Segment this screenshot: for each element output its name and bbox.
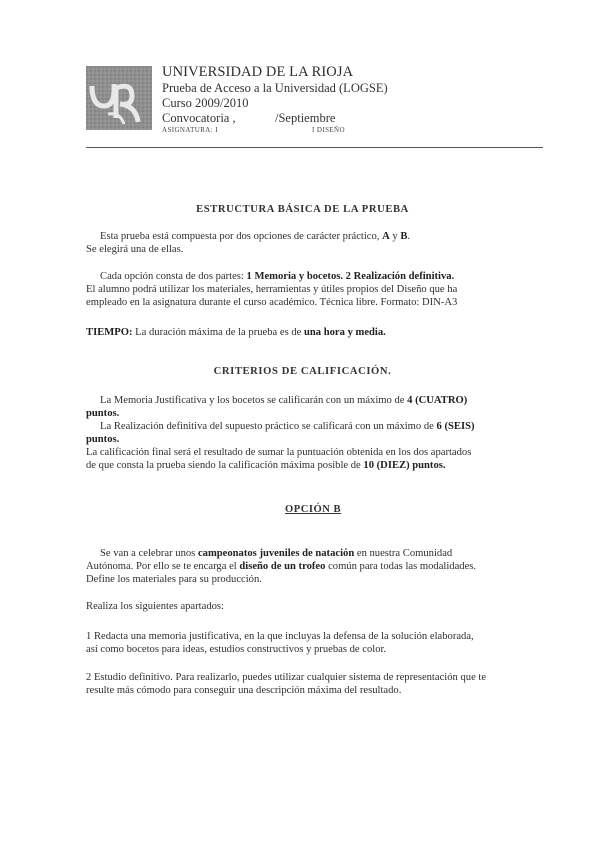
criteria-paragraph — [86, 394, 556, 472]
o2-end: común para todas las modalidades. — [325, 561, 477, 572]
o1-bold: campeonatos juveniles de natación — [197, 548, 355, 559]
p1-and: y — [389, 231, 401, 242]
course-year: Curso 2009/2010 — [162, 96, 249, 110]
time-label: TIEMPO: — [86, 327, 133, 338]
c2-text: La Realización definitiva del supuesto práctico se calificará con un máximo de — [100, 421, 437, 432]
time-duration: una hora y media. — [304, 327, 386, 338]
p2-line2: El alumno podrá utilizar los materiales, herramientas y útiles propios del Diseño que ha — [86, 284, 458, 295]
c1-points-word: puntos. — [86, 408, 120, 419]
university-logo — [86, 66, 152, 130]
o2-text: Autónoma. Por ello se te encarga el — [86, 561, 240, 572]
option-a: A — [382, 231, 390, 242]
c3-line1: La calificación final será el resultado de sumar la puntuación obtenida en los dos apartados — [86, 447, 472, 458]
c3-text: de que consta la prueba siendo la calificación máxima posible de — [86, 460, 364, 471]
subject-row — [162, 126, 402, 136]
exam-header — [162, 64, 422, 136]
o2-bold: diseño de un trofeo — [239, 561, 326, 572]
p2-text: Cada opción consta de dos partes: — [100, 271, 247, 282]
structure-paragraph-2 — [86, 270, 556, 309]
call-label: Convocatoria , — [162, 111, 236, 125]
item1-line1: 1 Redacta una memoria justificativa, en la que incluyas la defensa de la solución elaborada, — [86, 631, 474, 642]
c1-points: 4 (CUATRO) — [407, 395, 468, 406]
university-logo-icon — [86, 66, 152, 130]
option-heading: OPCIÓN B — [285, 504, 342, 515]
item2-line1: 2 Estudio definitivo. Para realizarlo, puedes utilizar cualquier sistema de representación que te — [86, 672, 487, 683]
item2-line2: resulte más cómodo para conseguir una descripción máxima del resultado. — [86, 685, 402, 696]
structure-paragraph-1 — [86, 230, 546, 256]
o1-text: Se van a celebrar unos — [100, 548, 198, 559]
call-value: /Septiembre — [275, 111, 336, 125]
c2-points: 6 (SEIS) — [436, 421, 475, 432]
o3-line: Define los materiales para su producción. — [86, 574, 262, 585]
parts-list: 1 Memoria y bocetos. 2 Realización definitiva. — [246, 271, 455, 282]
call-row — [162, 111, 422, 126]
item1-line2: así como bocetos para ideas, estudios constructivos y pruebas de color. — [86, 644, 387, 655]
c1-text: La Memoria Justificativa y los bocetos se calificarán con un máximo de — [100, 395, 408, 406]
p1-text: Esta prueba está compuesta por dos opciones de carácter práctico, — [100, 231, 383, 242]
option-paragraph — [86, 547, 556, 586]
criteria-heading: CRITERIOS DE CALIFICACIÓN. — [213, 366, 392, 377]
task-item-1 — [86, 630, 556, 656]
p1-line2: Se elegirá una de ellas. — [86, 244, 184, 255]
university-name: UNIVERSIDAD DE LA RIOJA — [162, 64, 354, 80]
time-paragraph — [86, 326, 556, 339]
time-text: La duración máxima de la prueba es de — [132, 327, 304, 338]
o1-end: en nuestra Comunidad — [354, 548, 453, 559]
task-item-2 — [86, 671, 561, 697]
header-divider — [86, 147, 543, 148]
c3-points: 10 (DIEZ) puntos. — [363, 460, 446, 471]
c2-points-word: puntos. — [86, 434, 120, 445]
structure-heading: ESTRUCTURA BÁSICA DE LA PRUEBA — [196, 204, 409, 215]
subject-value: I DISEÑO — [312, 126, 345, 134]
exam-title: Prueba de Acceso a la Universidad (LOGSE) — [162, 81, 388, 95]
p2-line3: empleado en la asignatura durante el curso académico. Técnica libre. Formato: DIN-A3 — [86, 297, 458, 308]
p1-period: . — [407, 231, 411, 242]
tasks-intro: Realiza los siguientes apartados: — [86, 601, 224, 612]
option-b: B — [400, 231, 408, 242]
subject-label: ASIGNATURA: I — [162, 126, 218, 134]
